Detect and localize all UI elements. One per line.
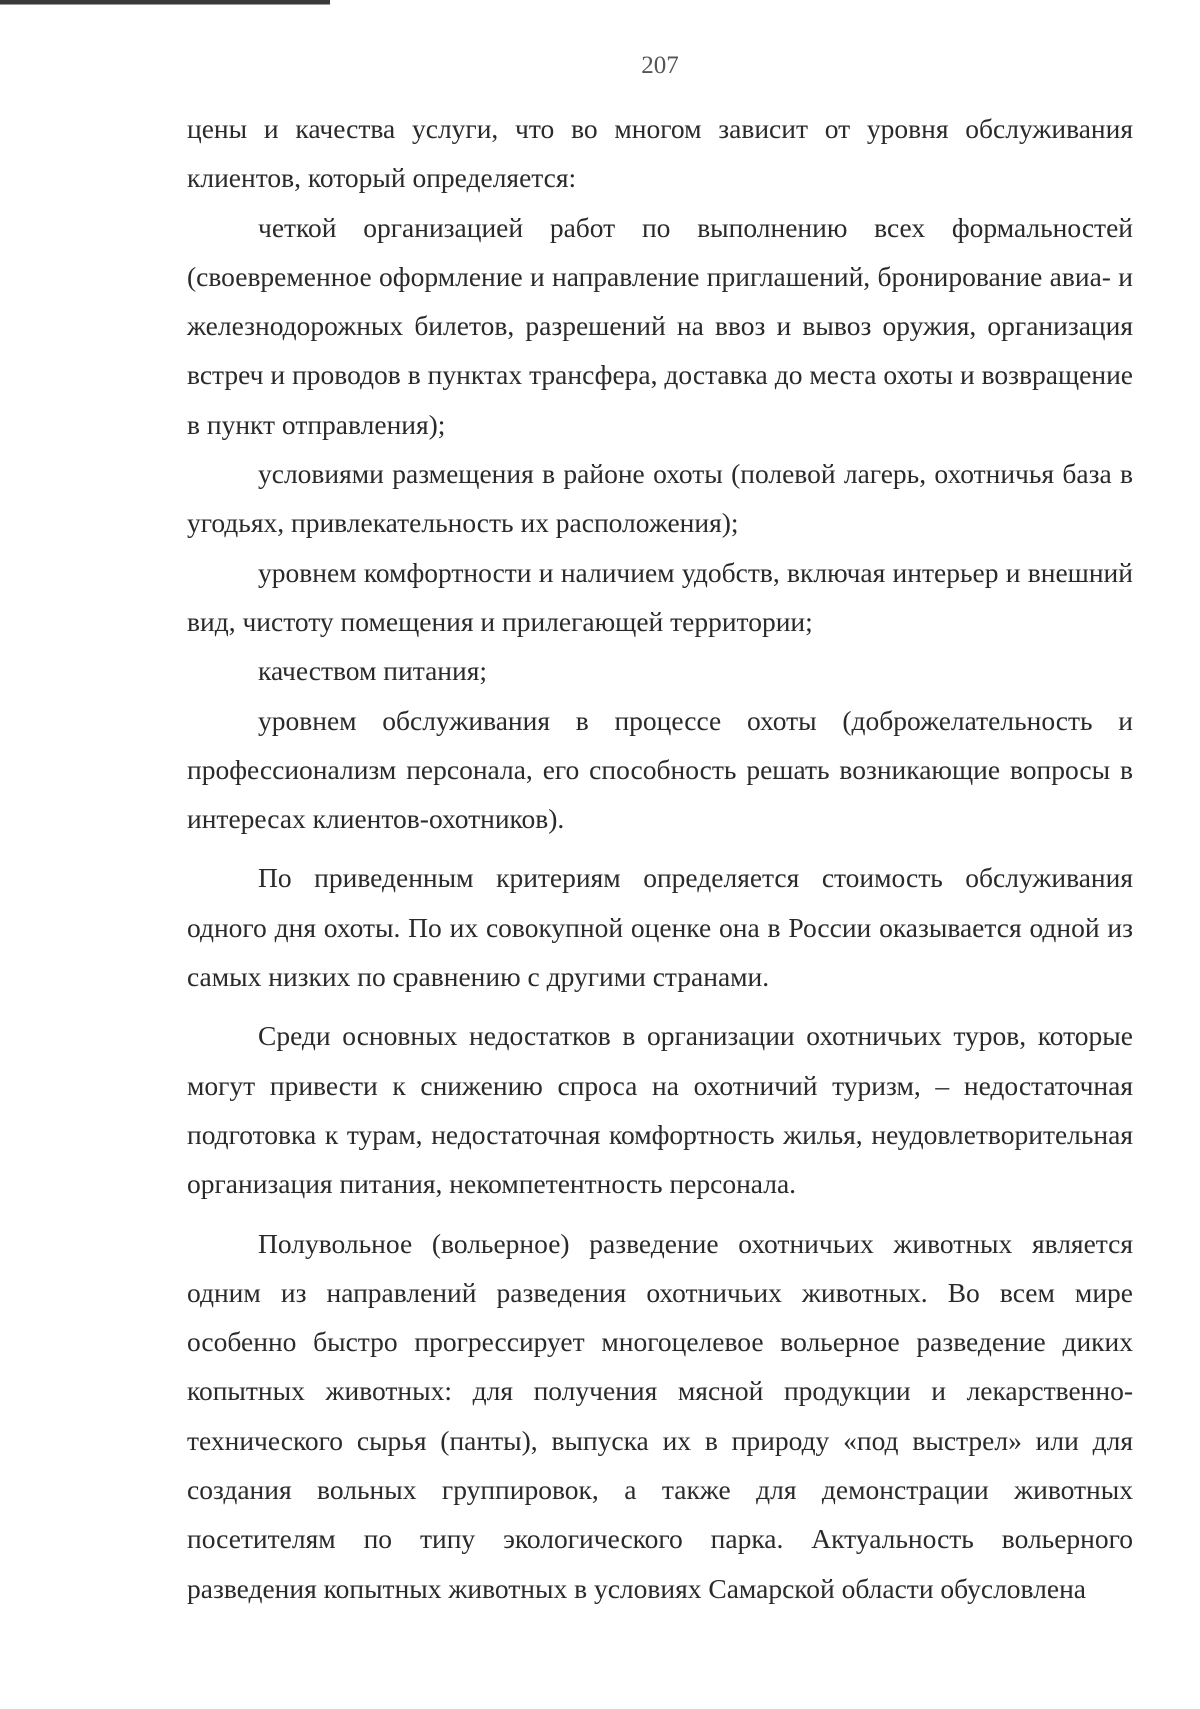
paragraph-criterion-food: качеством питания;	[258, 655, 488, 687]
paragraph-criterion-accommodation: условиями размещения в районе охоты (полевой лагерь, охотничья база в угодьях, привлекательность их расположения);	[187, 458, 1133, 539]
paragraph-cost: По приведенным критериям определяется стоимость обслуживания одного дня охоты. По их совокупной оценке она в России оказывается одной из самых низких по сравнению с другими странами.	[187, 862, 1133, 993]
paragraph-continuation: цены и качества услуги, что во многом зависит от уровня обслуживания клиентов, который определяется:	[187, 113, 1133, 194]
paragraph-enclosure-breeding: Полувольное (вольерное) разведение охотничьих животных является одним из направлений разведения охотничьих животных. Во всем мире особенно быстро прогрессирует многоцелевое вольерное разведение диких копытных животных: для получения мясной продукции и лекарственно-технического сырья (панты), выпуска их в природу «под выстрел» или для создания вольных группировок, а также для демонстрации животных посетителям по типу экологического парка. Актуальность вольерного разведения копытных животных в условиях Самарской области обусловлена	[187, 1227, 1133, 1604]
paragraph-shortcomings: Среди основных недостатков в организации охотничьих туров, которые могут привести к снижению спроса на охотничий туризм, – недостаточная подготовка к турам, недостаточная комфортность жилья, неудовлетворительная организация питания, некомпетентность персонала.	[187, 1020, 1133, 1200]
page-body	[187, 104, 1133, 1613]
paragraph-criterion-formalities: четкой организацией работ по выполнению всех формальностей (своевременное оформление и направление приглашений, бронирование авиа- и железнодорожных билетов, разрешений на ввоз и вывоз оружия, организация встреч и проводов в пунктах трансфера, доставка до места охоты и возвращение в пункт отправления);	[187, 211, 1133, 440]
paragraph-criterion-service: уровнем обслуживания в процессе охоты (доброжелательность и профессионализм персонала, его способность решать возникающие вопросы в интересах клиентов-охотников).	[187, 704, 1133, 835]
scan-edge-shadow	[0, 4, 330, 5]
paragraph-criterion-comfort: уровнем комфортности и наличием удобств, включая интерьер и внешний вид, чистоту помещения и прилегающей территории;	[187, 556, 1133, 637]
page-number-container	[0, 52, 1200, 80]
page-number: 207	[641, 52, 679, 79]
